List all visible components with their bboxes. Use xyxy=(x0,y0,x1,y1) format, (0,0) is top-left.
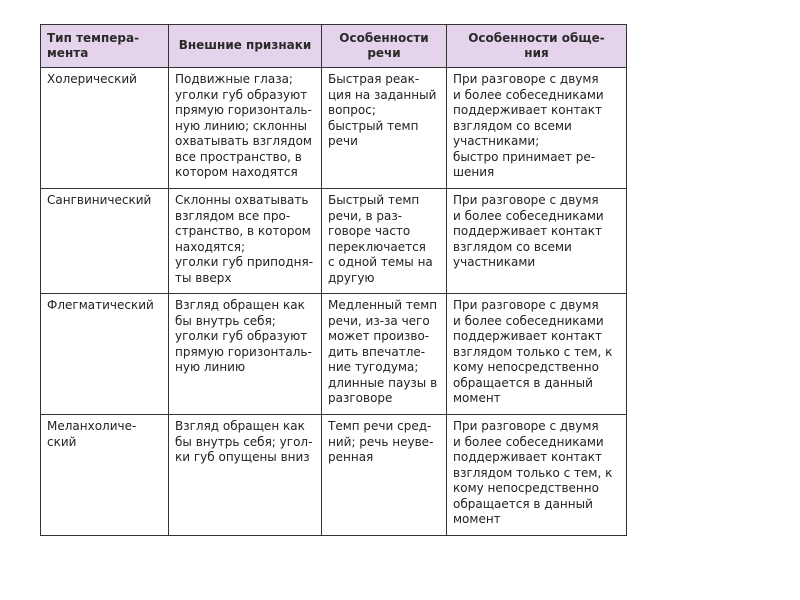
cell-speech: Медленный темп речи, из-за чего может произво- дить впечатле- ние тугодума; длинные паузы в разговоре xyxy=(322,294,447,415)
table-row xyxy=(41,189,627,294)
cell-appearance: Взгляд обращен как бы внутрь себя; уголки губ образуют прямую горизонталь- ную линию xyxy=(169,294,322,415)
cell-speech: Темп речи сред- ний; речь неуве- ренная xyxy=(322,415,447,536)
table-row xyxy=(41,294,627,415)
table-header-row xyxy=(41,25,627,68)
table-row xyxy=(41,68,627,189)
header-external-signs: Внешние признаки xyxy=(169,25,322,68)
header-temperament-type: Тип темпера- мента xyxy=(41,25,169,68)
cell-communication: При разговоре с двумя и более собеседниками поддерживает контакт взглядом только с тем, к кому непосредственно обращается в данный момент xyxy=(447,415,627,536)
cell-appearance: Склонны охватывать взглядом все про- странство, в котором находятся; уголки губ приподня- ты вверх xyxy=(169,189,322,294)
cell-speech: Быстрый темп речи, в раз- говоре часто переключается с одной темы на другую xyxy=(322,189,447,294)
cell-speech: Быстрая реак- ция на заданный вопрос; быстрый темп речи xyxy=(322,68,447,189)
cell-type: Меланхоличе- ский xyxy=(41,415,169,536)
cell-appearance: Взгляд обращен как бы внутрь себя; угол- ки губ опущены вниз xyxy=(169,415,322,536)
table-row xyxy=(41,415,627,536)
cell-type: Холерический xyxy=(41,68,169,189)
cell-type: Сангвинический xyxy=(41,189,169,294)
cell-communication: При разговоре с двумя и более собеседниками поддерживает контакт взглядом со всеми участниками; быстро принимает ре- шения xyxy=(447,68,627,189)
cell-communication: При разговоре с двумя и более собеседниками поддерживает контакт взглядом со всеми участниками xyxy=(447,189,627,294)
cell-communication: При разговоре с двумя и более собеседниками поддерживает контакт взглядом только с тем, к кому непосредственно обращается в данный момент xyxy=(447,294,627,415)
header-communication-features: Особенности обще- ния xyxy=(447,25,627,68)
cell-type: Флегматический xyxy=(41,294,169,415)
header-speech-features: Особенности речи xyxy=(322,25,447,68)
cell-appearance: Подвижные глаза; уголки губ образуют прямую горизонталь- ную линию; склонны охватывать взглядом все пространство, в котором находятся xyxy=(169,68,322,189)
temperament-table xyxy=(40,24,627,536)
